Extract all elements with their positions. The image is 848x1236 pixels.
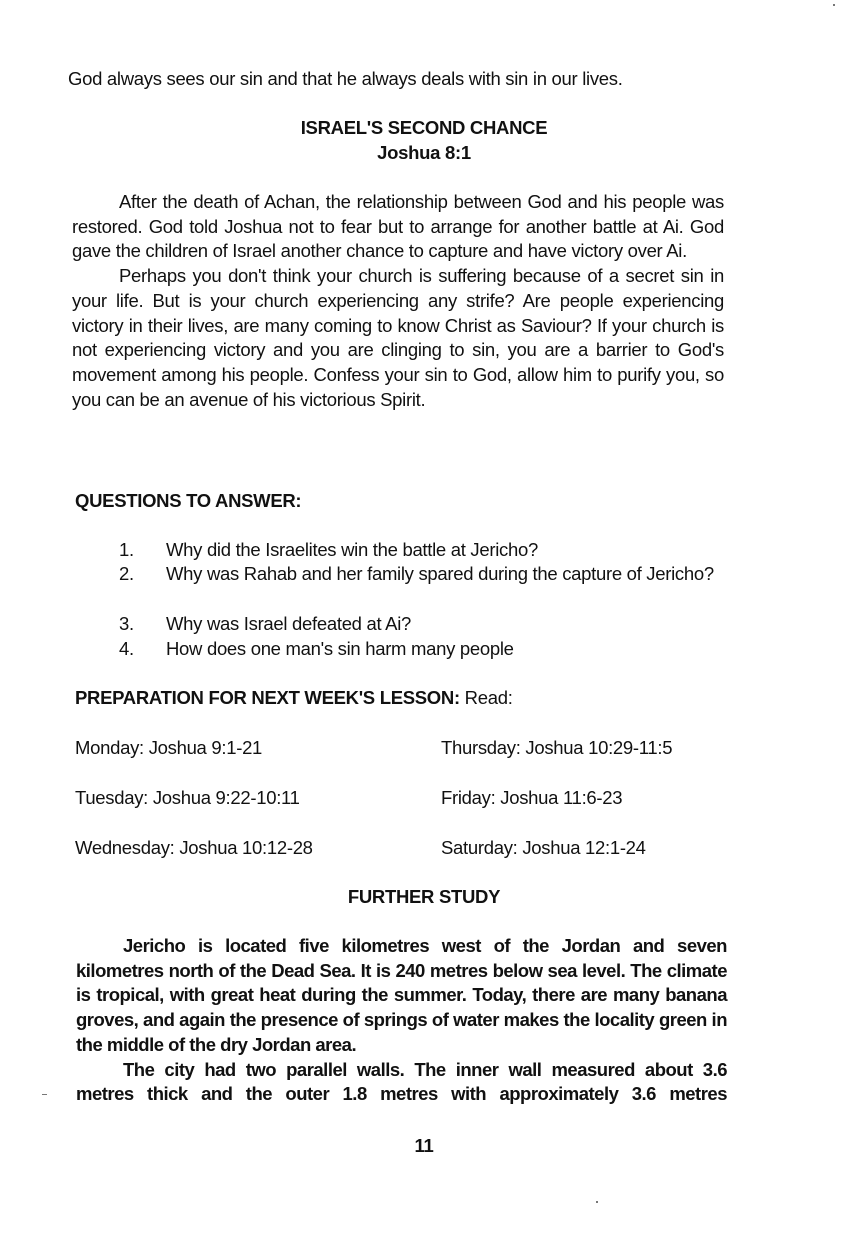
page-number: 11 — [414, 1135, 434, 1156]
preparation-heading — [75, 686, 513, 710]
list-number: 2. — [119, 563, 134, 584]
list-text: Why was Israel defeated at Ai? — [166, 613, 411, 634]
section-body — [72, 190, 724, 412]
list-item — [119, 562, 739, 612]
reading-thursday: Thursday: Joshua 10:29-11:5 — [441, 737, 673, 758]
continuation-line: God always sees our sin and that he always deals with sin in our lives. — [68, 68, 623, 89]
scan-speck — [833, 4, 835, 6]
reading-saturday: Saturday: Joshua 12:1-24 — [441, 837, 646, 858]
section-reference: Joshua 8:1 — [377, 142, 471, 163]
paragraph: Jericho is located five kilometres west of the Jordan and seven kilometres north of the Dead Sea. It is 240 metres below sea level. The climate is tropical, with great heat during the summer. Today, there are many banana groves, and again the presence of springs of water makes the locality green in the middle of the dry Jordan area. — [76, 935, 727, 1055]
questions-heading: QUESTIONS TO ANSWER: — [75, 490, 302, 511]
scan-speck — [596, 1201, 598, 1203]
paragraph: The city had two parallel walls. The inner wall measured about 3.6 metres thick and the outer 1.8 metres with approximately 3.6 metres — [76, 1058, 727, 1105]
scan-speck — [42, 1094, 47, 1095]
paragraph: Perhaps you don't think your church is suffering because of a secret sin in your life. But is your church experiencing any strife? Are people experiencing victory in their lives, are many coming to know Christ as Saviour? If your church is not experiencing victory and you are clinging to sin, you are a barrier to God's movement among his people. Confess your sin to God, allow him to purify you, so you can be an avenue of his victorious Spirit. — [72, 265, 724, 410]
preparation-title: PREPARATION FOR NEXT WEEK'S LESSON: — [75, 687, 460, 708]
list-number: 1. — [119, 539, 134, 560]
reading-monday: Monday: Joshua 9:1-21 — [75, 737, 263, 758]
reading-tuesday: Tuesday: Joshua 9:22-10:11 — [75, 787, 300, 808]
reading-friday: Friday: Joshua 11:6-23 — [441, 787, 623, 808]
preparation-suffix: Read: — [464, 687, 513, 708]
list-number: 3. — [119, 613, 134, 634]
reading-wednesday: Wednesday: Joshua 10:12-28 — [75, 837, 313, 858]
further-study-body — [76, 934, 727, 1107]
list-text: Why did the Israelites win the battle at Jericho? — [166, 539, 538, 560]
list-text: How does one man's sin harm many people — [166, 638, 514, 659]
list-number: 4. — [119, 638, 134, 659]
further-study-title: FURTHER STUDY — [347, 886, 501, 907]
section-title: ISRAEL'S SECOND CHANCE — [300, 117, 548, 138]
paragraph: After the death of Achan, the relationship between God and his people was restored. God told Joshua not to fear but to arrange for another battle at Ai. God gave the children of Israel another chance to capture and have victory over Ai. — [72, 191, 724, 262]
list-text: Why was Rahab and her family spared during the capture of Jericho? — [166, 563, 714, 584]
